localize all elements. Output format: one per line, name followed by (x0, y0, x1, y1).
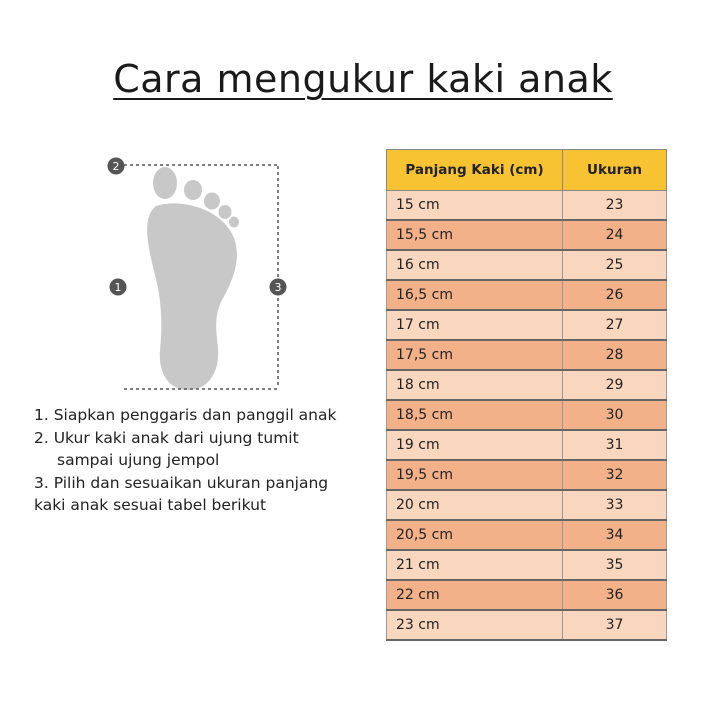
step-2-continued: sampai ujung jempol (57, 451, 220, 469)
page-title-text: Cara mengukur kaki anak (113, 57, 613, 101)
table-row (387, 250, 667, 280)
page-title (0, 54, 726, 104)
svg-text:2: 2 (112, 160, 120, 173)
step-1: 1. Siapkan penggaris dan panggil anak (34, 406, 337, 424)
cell-length: 17,5 cm (387, 340, 563, 370)
marker-2 (108, 158, 125, 175)
foot-icon (147, 167, 239, 390)
cell-length: 19 cm (387, 430, 563, 460)
header-length: Panjang Kaki (cm) (387, 150, 563, 191)
step-2: 2. Ukur kaki anak dari ujung tumit (34, 428, 299, 447)
cell-size: 34 (563, 520, 667, 550)
cell-size: 28 (563, 340, 667, 370)
cell-size: 23 (563, 191, 667, 221)
cell-size: 32 (563, 460, 667, 490)
cell-length: 22 cm (387, 580, 563, 610)
cell-length: 15 cm (387, 191, 563, 221)
cell-length: 16 cm (387, 250, 563, 280)
cell-length: 21 cm (387, 550, 563, 580)
table-row (387, 191, 667, 221)
table-row (387, 550, 667, 580)
table-row (387, 340, 667, 370)
table-row (387, 520, 667, 550)
cell-size: 29 (563, 370, 667, 400)
size-table (386, 149, 667, 641)
cell-length: 19,5 cm (387, 460, 563, 490)
step-3: 3. Pilih dan sesuaikan ukuran panjang (34, 473, 329, 492)
svg-text:1: 1 (114, 281, 122, 294)
table-row (387, 280, 667, 310)
cell-length: 18,5 cm (387, 400, 563, 430)
table-row (387, 370, 667, 400)
svg-text:3: 3 (274, 281, 282, 294)
cell-length: 16,5 cm (387, 280, 563, 310)
table-row (387, 490, 667, 520)
table-row (387, 580, 667, 610)
cell-size: 25 (563, 250, 667, 280)
cell-length: 17 cm (387, 310, 563, 340)
cell-length: 15,5 cm (387, 220, 563, 250)
table-header-row (387, 150, 667, 191)
cell-length: 23 cm (387, 610, 563, 640)
step-3-continued: kaki anak sesuai tabel berikut (34, 496, 267, 514)
cell-size: 31 (563, 430, 667, 460)
cell-size: 26 (563, 280, 667, 310)
table-row (387, 220, 667, 250)
table-row (387, 400, 667, 430)
instructions (34, 404, 364, 517)
cell-length: 18 cm (387, 370, 563, 400)
marker-1 (110, 279, 127, 296)
header-size: Ukuran (563, 150, 667, 191)
cell-size: 27 (563, 310, 667, 340)
cell-length: 20,5 cm (387, 520, 563, 550)
cell-size: 33 (563, 490, 667, 520)
cell-size: 30 (563, 400, 667, 430)
marker-3 (270, 279, 287, 296)
cell-length: 20 cm (387, 490, 563, 520)
cell-size: 35 (563, 550, 667, 580)
cell-size: 24 (563, 220, 667, 250)
table-row (387, 610, 667, 640)
table-row (387, 430, 667, 460)
table-row (387, 310, 667, 340)
foot-diagram (100, 150, 300, 400)
table-row (387, 460, 667, 490)
cell-size: 36 (563, 580, 667, 610)
cell-size: 37 (563, 610, 667, 640)
